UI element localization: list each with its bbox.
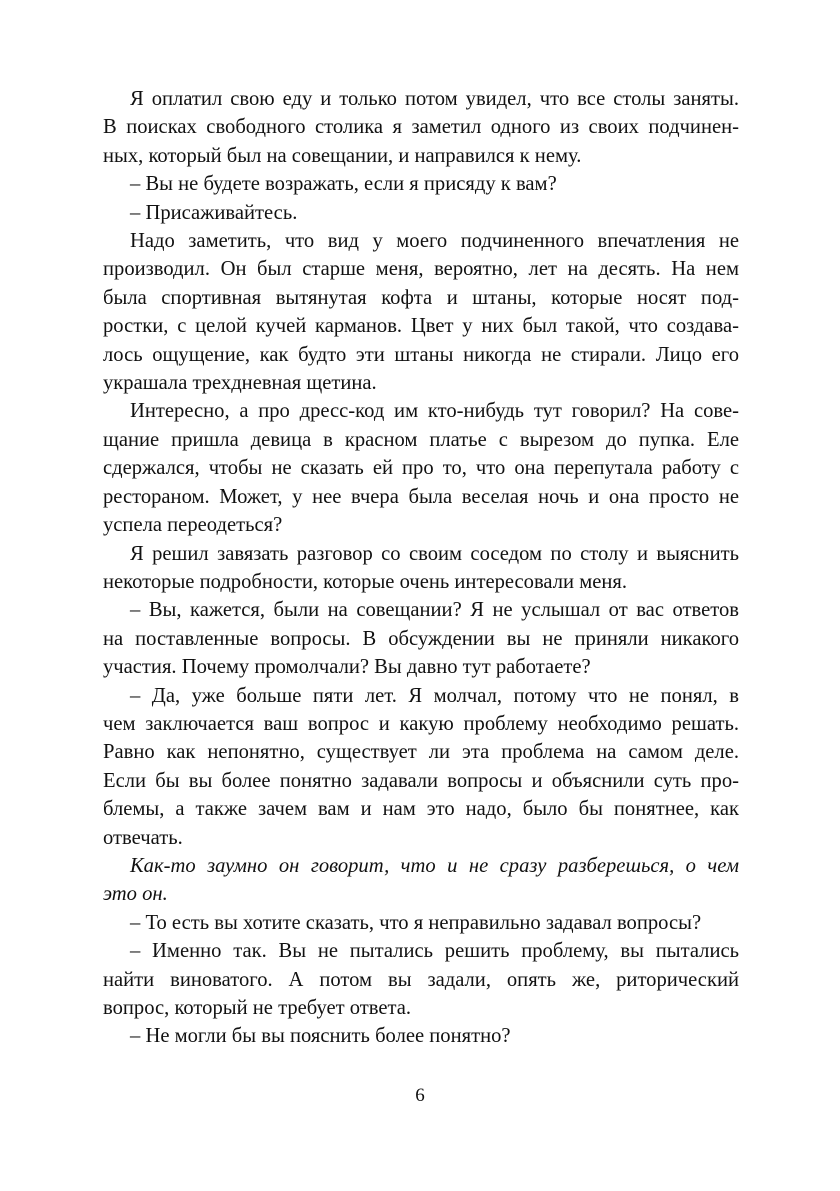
text-line: блемы, а также зачем вам и нам это надо, было бы понятнее, как (103, 798, 739, 821)
text-line: вопрос, который не требует ответа. (103, 997, 412, 1019)
text-line: рестораном. Может, у нее вчера была веселая ночь и она просто не (103, 485, 739, 508)
text-line: некоторые подробности, которые очень интересовали меня. (103, 570, 628, 593)
paragraph (103, 596, 739, 681)
text-line: производил. Он был старше меня, вероятно, лет на десять. На нем (103, 258, 739, 281)
text-line: Если бы вы более понятно задавали вопросы и объяснили суть про- (103, 769, 739, 792)
text-line: на поставленные вопросы. В обсуждении вы не приняли никакого (103, 627, 739, 650)
text-line: украшала трехдневная щетина. (103, 372, 377, 395)
italic-paragraph (103, 852, 739, 909)
text-line: – Вы не будете возражать, если я присяду к вам? (130, 173, 557, 196)
text-line: участия. Почему промолчали? Вы давно тут работаете? (103, 656, 591, 679)
text-line: ных, который был на совещании, и направился к нему. (103, 144, 582, 167)
paragraph (103, 227, 739, 397)
paragraph (103, 85, 739, 170)
paragraph (103, 170, 739, 198)
text-line: – Именно так. Вы не пытались решить проблему, вы пытались (130, 940, 739, 963)
text-line: была спортивная вытянутая кофта и штаны, которые носят под- (103, 286, 739, 309)
text-line: – Не могли бы вы пояснить более понятно? (130, 1025, 511, 1048)
body-text (103, 85, 739, 1051)
text-line: Я оплатил свою еду и только потом увидел, что все столы заняты. (130, 88, 739, 110)
text-line: – Да, уже больше пяти лет. Я молчал, потому что не понял, в (130, 684, 739, 707)
paragraph (103, 1022, 739, 1050)
text-line: Я решил завязать разговор со своим соседом по столу и выяснить (130, 542, 739, 565)
text-line: лось ощущение, как будто эти штаны никогда не стирали. Лицо его (103, 343, 739, 366)
paragraph (103, 909, 739, 937)
text-line: В поисках свободного столика я заметил одного из своих подчинен- (103, 116, 739, 139)
text-line: Как-то заумно он говорит, что и не сразу разберешься, о чем (130, 854, 739, 877)
page-number: 6 (415, 1085, 425, 1106)
text-line: ростки, с целой кучей карманов. Цвет у них был такой, что создава- (103, 315, 739, 338)
paragraph (103, 540, 739, 597)
text-line: сдержался, чтобы не сказать ей про то, что она перепутала работу с (103, 457, 739, 480)
text-line: Надо заметить, что вид у моего подчиненного впечатления не (130, 230, 739, 253)
text-line: – Присаживайтесь. (130, 201, 298, 224)
text-line: это он. (103, 883, 168, 906)
text-line: щание пришла девица в красном платье с вырезом до пупка. Еле (103, 428, 739, 451)
text-line: – То есть вы хотите сказать, что я неправильно задавал вопросы? (130, 911, 702, 934)
text-line: Интересно, а про дресс-код им кто-нибудь тут говорил? На сове- (130, 400, 739, 423)
paragraph (103, 199, 739, 227)
text-line: Равно как непонятно, существует ли эта проблема на самом деле. (103, 741, 739, 764)
text-line: отвечать. (103, 826, 183, 849)
text-line: успела переодеться? (103, 514, 283, 537)
paragraph (103, 937, 739, 1022)
text-line: найти виноватого. А потом вы задали, опять же, риторический (103, 968, 739, 991)
text-line: чем заключается ваш вопрос и какую проблему необходимо решать. (103, 712, 739, 735)
paragraph (103, 397, 739, 539)
paragraph (103, 682, 739, 852)
text-line: – Вы, кажется, были на совещании? Я не услышал от вас ответов (130, 599, 739, 622)
